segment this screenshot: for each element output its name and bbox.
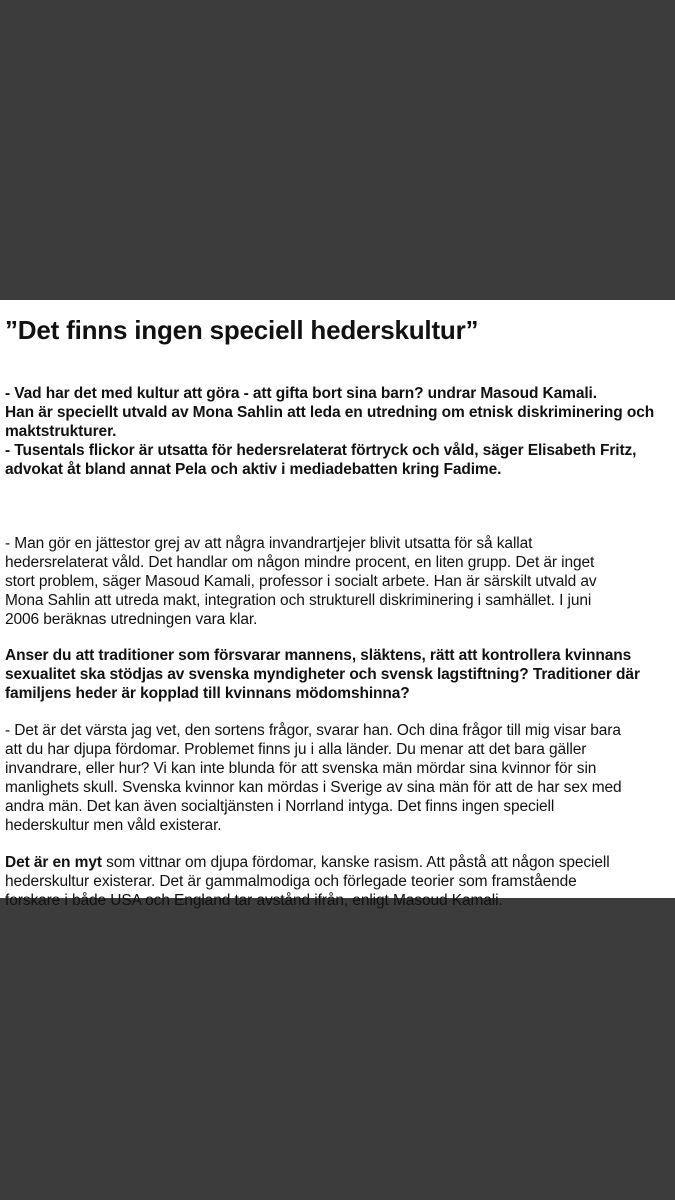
paragraph-3 [5,853,675,910]
article-lead: - Vad har det med kultur att göra - att gifta bort sina barn? undrar Masoud Kamali. Han är speciellt utvald av Mona Sahlin att leda en utredning om etnisk diskriminering och maktstrukturer. - Tusentals flickor är utsatta för hedersrelaterat förtryck och våld, säger Elisabeth Fritz, advokat åt bland annat Pela och aktiv i mediadebatten kring Fadime. [5,385,655,478]
paragraph-3-text: som vittnar om djupa fördomar, kanske rasism. Att påstå att någon speciell hederskultur existerar. Det är gammalmodiga och förlegade teorier som framstående forskare i både USA och England tar avstånd ifrån, enligt Masoud Kamali. [5,854,610,909]
interview-question: Anser du att traditioner som försvarar mannens, släktens, rätt att kontrollera kvinnans sexualitet ska stödjas av svenska myndigheter och svensk lagstiftning? Traditioner där familjens heder är kopplad till kvinnans mödomshinna? [5,647,640,702]
article-screenshot [0,300,675,909]
paragraph-3-emphasis: Det är en myt [5,854,102,871]
article-title: ”Det finns ingen speciell hederskultur” [5,315,479,345]
paragraph-2: - Det är det värsta jag vet, den sortens frågor, svarar han. Och dina frågor till mig visar bara att du har djupa fördomar. Problemet finns ju i alla länder. Du menar att det bara gäller invandrare, eller hur? Vi kan inte blunda för att svenska män mördar sina kvinnor för sin manlighets skull. Svenska kvinnor kan mördas i Sverige av sina män för att de har sex med andra män. Det kan även socialtjänsten i Norrland intyga. Det finns ingen speciell hederskultur men våld existerar. [5,722,622,834]
paragraph-1: - Man gör en jättestor grej av att några invandrartjejer blivit utsatta för så kallat hedersrelaterat våld. Det handlar om någon mindre procent, en liten grupp. Det är inget stort problem, säger Masoud Kamali, professor i socialt arbete. Han är särskilt utvald av Mona Sahlin att utreda makt, integration och strukturell diskriminering i samhället. I juni 2006 beräknas utredningen vara klar. [5,535,597,628]
